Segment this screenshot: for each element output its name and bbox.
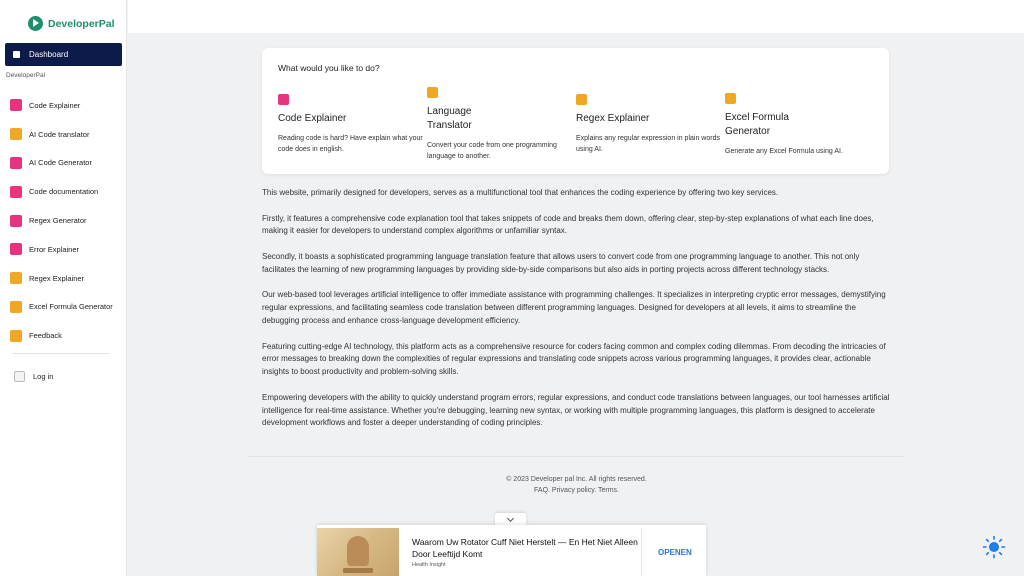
sidebar-item-feedback[interactable] (10, 321, 122, 350)
paragraph: Secondly, it boasts a sophisticated programming language translation feature that allows users to convert code from one programming language to another. This not only facilitates the learning of new programming languages by providing side-by-side comparisons but also aids in porting projects across different technology stacks. (262, 251, 860, 274)
tool-description: Generate any Excel Formula using AI. (725, 148, 843, 155)
sidebar-item-code-documentation[interactable] (10, 177, 122, 206)
logo-icon (28, 16, 43, 31)
tool-description: Reading code is hard? Have explain what your code does in english. (278, 135, 423, 153)
code-icon (10, 99, 22, 111)
document-icon (10, 186, 22, 198)
ad-image[interactable] (317, 528, 399, 576)
tools-card (262, 48, 889, 174)
sidebar-item-error-explainer[interactable] (10, 235, 122, 264)
sidebar-item-ai-code-generator[interactable] (10, 149, 122, 178)
footer-link[interactable]: FAQ. (534, 487, 550, 494)
translate-icon (10, 128, 22, 140)
footer-link[interactable]: Privacy policy. (551, 487, 597, 494)
error-icon (10, 243, 22, 255)
sidebar-item-label: Dashboard (29, 50, 69, 59)
excel-icon (10, 301, 22, 313)
tool-name: Regex Explainer (576, 113, 650, 124)
description-content (262, 187, 894, 443)
paragraph: Empowering developers with the ability to quickly understand program errors, regular expressions, and conduct code translations between languages, our tool harnesses artificial intelligence for real-time assistance. Whether you're debugging, learning new syntax, or working with multiple programming languages, this platform is designed to accelerate development workflows and foster a deeper understanding of coding principles. (262, 392, 890, 428)
tool-icon (725, 93, 736, 104)
tool-description: Convert your code from one programming language to another. (427, 142, 557, 160)
app-name: DeveloperPal (48, 17, 115, 30)
tool-name: Code Explainer (278, 113, 347, 124)
sidebar-item-dashboard[interactable] (5, 43, 122, 66)
regex-icon (10, 215, 22, 227)
sidebar-item-regex-explainer[interactable] (10, 264, 122, 293)
ad-illustration-caption (343, 568, 373, 573)
card-title: What would you like to do? (278, 63, 380, 73)
top-bar (128, 0, 1024, 33)
sidebar-section-label: DeveloperPal (6, 72, 46, 79)
sidebar-item-code-explainer[interactable] (10, 91, 122, 120)
paragraph: Our web-based tool leverages artificial intelligence to offer immediate assistance with programming challenges. It specializes in interpreting cryptic error messages, demystifying regular expressions, and facilitating seamless code translation between different programming languages. Designed for developers at all levels, it aims to streamline the debugging process and enhance cross-language development efficiency. (262, 290, 886, 325)
sidebar-item-label: Error Explainer (29, 244, 80, 254)
sidebar-item-ai-code-translator[interactable] (10, 120, 122, 149)
tool-name: Excel Formula Generator (725, 112, 789, 137)
sidebar-item-label: Regex Explainer (29, 273, 85, 283)
ad-headline[interactable]: Waarom Uw Rotator Cuff Niet Herstelt — En Het Niet Alleen Door Leeftijd Komt (412, 537, 638, 559)
sidebar (0, 0, 127, 576)
sidebar-item-label: Code Explainer (29, 100, 81, 110)
tool-description: Explains any regular expression in plain words using AI. (576, 135, 720, 153)
footer (249, 474, 904, 496)
login-button[interactable] (14, 371, 53, 382)
paragraph: This website, primarily designed for developers, serves as a multifunctional tool that enhances the coding experience by offering two key services. (262, 188, 779, 197)
login-label: Log in (33, 372, 54, 381)
tool-icon (576, 94, 587, 105)
sidebar-item-label: AI Code Generator (29, 158, 92, 168)
tool-regex-explainer[interactable] (576, 94, 724, 155)
copyright: © 2023 Developer pal Inc. All rights reserved. (506, 476, 647, 483)
footer-link[interactable]: Terms. (597, 487, 619, 494)
ad-illustration-figure (347, 536, 369, 566)
sidebar-item-label: Feedback (29, 331, 62, 341)
sidebar-divider (12, 353, 110, 354)
sidebar-item-regex-generator[interactable] (10, 206, 122, 235)
tool-code-explainer[interactable] (278, 94, 426, 155)
tool-name: Language Translator (427, 106, 472, 131)
sun-icon[interactable] (982, 535, 1006, 559)
paragraph: Featuring cutting-edge AI technology, this platform acts as a comprehensive resource for coders facing common and complex coding dilemmas. From decoding the intricacies of error messages to breaking down the complexities of regular expressions and translating code snippets across various programming languages, it provides clear, actionable insights to boost productivity and problem-solving skills. (262, 341, 886, 377)
sidebar-item-label: Regex Generator (29, 216, 87, 226)
sidebar-nav (10, 91, 122, 350)
tool-icon (427, 87, 438, 98)
dashboard-icon (13, 51, 20, 58)
chevron-down-icon (507, 514, 514, 521)
footer-divider (249, 456, 904, 457)
ad-source: Health Insight (412, 562, 446, 568)
footer-links (249, 485, 904, 496)
ad-banner[interactable] (317, 525, 706, 576)
sidebar-item-label: AI Code translator (29, 129, 90, 139)
ad-open-button[interactable]: OPENEN (658, 548, 692, 557)
tool-excel-formula-generator[interactable] (725, 93, 873, 157)
feedback-icon (10, 330, 22, 342)
sidebar-item-label: Excel Formula Generator (29, 302, 113, 312)
arrow-icon (10, 272, 22, 284)
sidebar-item-excel-formula-generator[interactable] (10, 293, 122, 322)
sidebar-item-label: Code documentation (29, 187, 99, 197)
tool-icon (278, 94, 289, 105)
tool-language-translator[interactable] (427, 87, 575, 162)
paragraph: Firstly, it features a comprehensive code explanation tool that takes snippets of code and breaks them down, offering clear, step-by-step explanations of what each line does, making it easier for developers to understand complex algorithms or unfamiliar syntax. (262, 213, 874, 236)
logo[interactable] (0, 0, 126, 36)
ad-divider (641, 528, 642, 576)
login-icon (14, 371, 25, 382)
plus-icon (10, 157, 22, 169)
